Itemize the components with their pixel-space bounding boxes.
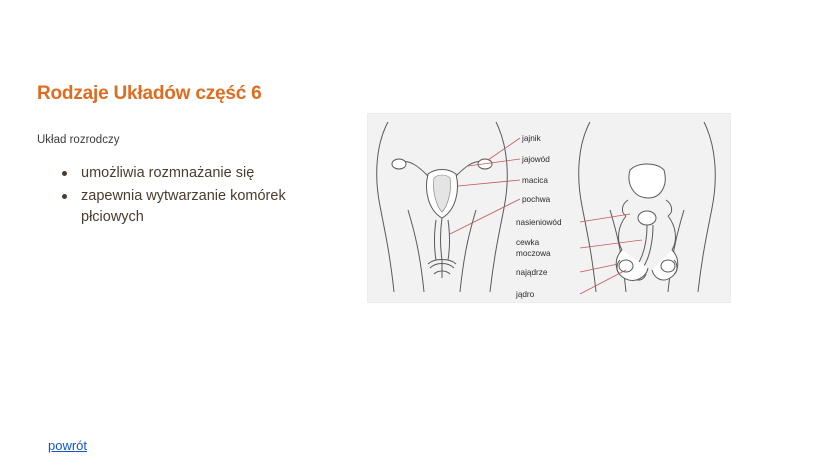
- label-najadrze: najądrze: [516, 268, 548, 277]
- list-item-label: zapewnia wytwarzanie komórek płciowych: [81, 188, 286, 225]
- leader-pochwa: [450, 199, 520, 234]
- label-macica: macica: [522, 176, 548, 185]
- back-link[interactable]: powrót: [48, 438, 88, 453]
- list-item: [37, 163, 307, 184]
- label-nasieniowod: nasieniowód: [516, 218, 562, 227]
- label-cewka-line2: moczowa: [516, 249, 551, 258]
- female-diagram: [377, 122, 508, 292]
- label-pochwa: pochwa: [522, 195, 551, 204]
- page-title: Rodzaje Układów część 6: [37, 83, 262, 104]
- slide-top-margin: [0, 0, 828, 12]
- label-jajnik: jajnik: [522, 134, 541, 143]
- leader-jajnik: [488, 138, 520, 160]
- bullet-dot-icon: [62, 171, 67, 176]
- label-jajowod: jajowód: [522, 155, 550, 164]
- figure-labels: [515, 134, 562, 299]
- label-jadro: jądro: [516, 290, 535, 299]
- bullet-list: [37, 163, 307, 230]
- label-cewka-line1: cewka: [516, 238, 540, 247]
- bullet-dot-icon: [62, 194, 67, 199]
- subtitle-text: Układ rozrodczy: [37, 134, 120, 146]
- reproductive-system-figure: [367, 113, 731, 303]
- list-item-label: umożliwia rozmnażanie się: [81, 165, 255, 181]
- male-diagram: [579, 122, 716, 292]
- leader-macica: [458, 180, 520, 186]
- leader-najadrze: [580, 264, 618, 272]
- list-item: [37, 186, 307, 228]
- leader-jadro: [580, 270, 626, 294]
